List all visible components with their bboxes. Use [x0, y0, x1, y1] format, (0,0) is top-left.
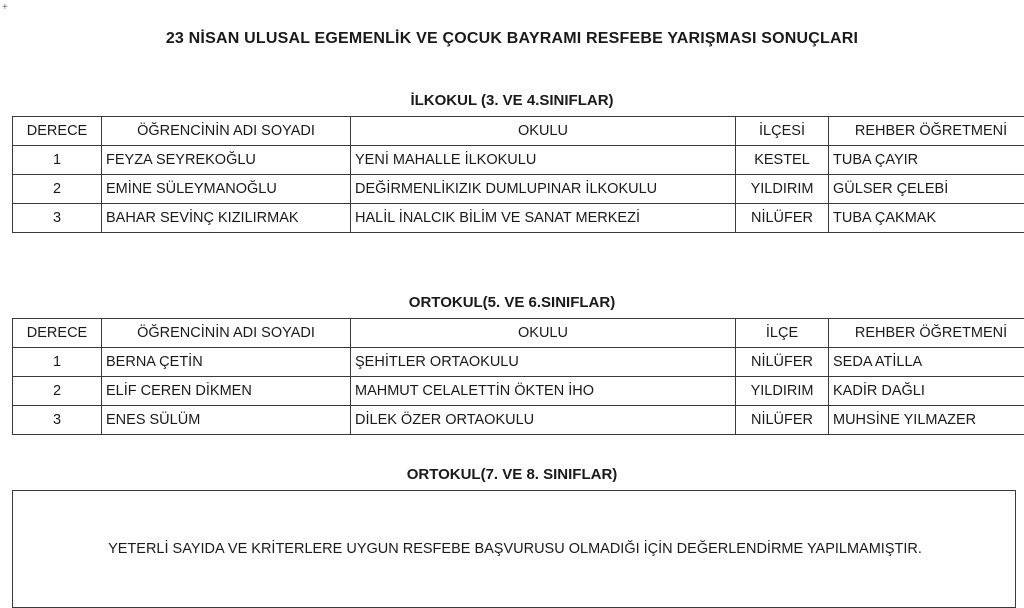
cell-student: FEYZA SEYREKOĞLU: [102, 146, 351, 175]
cell-district: NİLÜFER: [736, 406, 829, 435]
section-heading-ortaokul-5-6: ORTOKUL(5. VE 6.SINIFLAR): [0, 294, 1024, 311]
cell-district: YILDIRIM: [736, 175, 829, 204]
column-header-school: OKULU: [351, 117, 736, 146]
results-table-ortaokul-5-6: [12, 318, 1024, 435]
cell-school: DEĞİRMENLİKIZIK DUMLUPINAR İLKOKULU: [351, 175, 736, 204]
column-header-rank: DERECE: [13, 117, 102, 146]
cell-school: DİLEK ÖZER ORTAOKULU: [351, 406, 736, 435]
table-row: [13, 377, 1024, 406]
table-row: [13, 348, 1024, 377]
cell-rank: 2: [13, 175, 102, 204]
cell-district: YILDIRIM: [736, 377, 829, 406]
cell-student: ELİF CEREN DİKMEN: [102, 377, 351, 406]
cell-district: KESTEL: [736, 146, 829, 175]
section-heading-ilkokul: İLKOKUL (3. VE 4.SINIFLAR): [0, 92, 1024, 109]
results-table-ilkokul: [12, 116, 1024, 233]
column-header-school: OKULU: [351, 319, 736, 348]
cell-student: ENES SÜLÜM: [102, 406, 351, 435]
cell-rank: 1: [13, 348, 102, 377]
column-header-teacher: REHBER ÖĞRETMENİ: [829, 319, 1024, 348]
cell-school: HALİL İNALCIK BİLİM VE SANAT MERKEZİ: [351, 204, 736, 233]
column-header-district: İLÇESİ: [736, 117, 829, 146]
column-header-student: ÖĞRENCİNİN ADI SOYADI: [102, 117, 351, 146]
cell-district: NİLÜFER: [736, 348, 829, 377]
cell-rank: 3: [13, 406, 102, 435]
document-title: 23 NİSAN ULUSAL EGEMENLİK VE ÇOCUK BAYRAMI RESFEBE YARIŞMASI SONUÇLARI: [0, 30, 1024, 48]
table-header-row: [13, 117, 1024, 146]
column-header-teacher: REHBER ÖĞRETMENİ: [829, 117, 1024, 146]
section-heading-ortaokul-7-8: ORTOKUL(7. VE 8. SINIFLAR): [0, 466, 1024, 483]
cell-school: ŞEHİTLER ORTAOKULU: [351, 348, 736, 377]
cell-teacher: KADİR DAĞLI: [829, 377, 1024, 406]
cell-teacher: MUHSİNE YILMAZER: [829, 406, 1024, 435]
cell-school: YENİ MAHALLE İLKOKULU: [351, 146, 736, 175]
table-row: [13, 146, 1024, 175]
table-row: [13, 175, 1024, 204]
notice-box: [12, 490, 1016, 608]
notice-text: YETERLİ SAYIDA VE KRİTERLERE UYGUN RESFEBE BAŞVURUSU OLMADIĞI İÇİN DEĞERLENDİRME YAPILMAMIŞTIR.: [13, 541, 1017, 557]
cell-school: MAHMUT CELALETTİN ÖKTEN İHO: [351, 377, 736, 406]
cell-teacher: SEDA ATİLLA: [829, 348, 1024, 377]
cell-student: BERNA ÇETİN: [102, 348, 351, 377]
cell-rank: 2: [13, 377, 102, 406]
cell-district: NİLÜFER: [736, 204, 829, 233]
cell-rank: 3: [13, 204, 102, 233]
table-row: [13, 406, 1024, 435]
cell-teacher: GÜLSER ÇELEBİ: [829, 175, 1024, 204]
cell-rank: 1: [13, 146, 102, 175]
cell-student: BAHAR SEVİNÇ KIZILIRMAK: [102, 204, 351, 233]
table-row: [13, 204, 1024, 233]
table-header-row: [13, 319, 1024, 348]
column-header-district: İLÇE: [736, 319, 829, 348]
cell-teacher: TUBA ÇAKMAK: [829, 204, 1024, 233]
table-move-handle-icon: +: [2, 2, 8, 13]
cell-teacher: TUBA ÇAYIR: [829, 146, 1024, 175]
cell-student: EMİNE SÜLEYMANOĞLU: [102, 175, 351, 204]
column-header-student: ÖĞRENCİNİN ADI SOYADI: [102, 319, 351, 348]
column-header-rank: DERECE: [13, 319, 102, 348]
